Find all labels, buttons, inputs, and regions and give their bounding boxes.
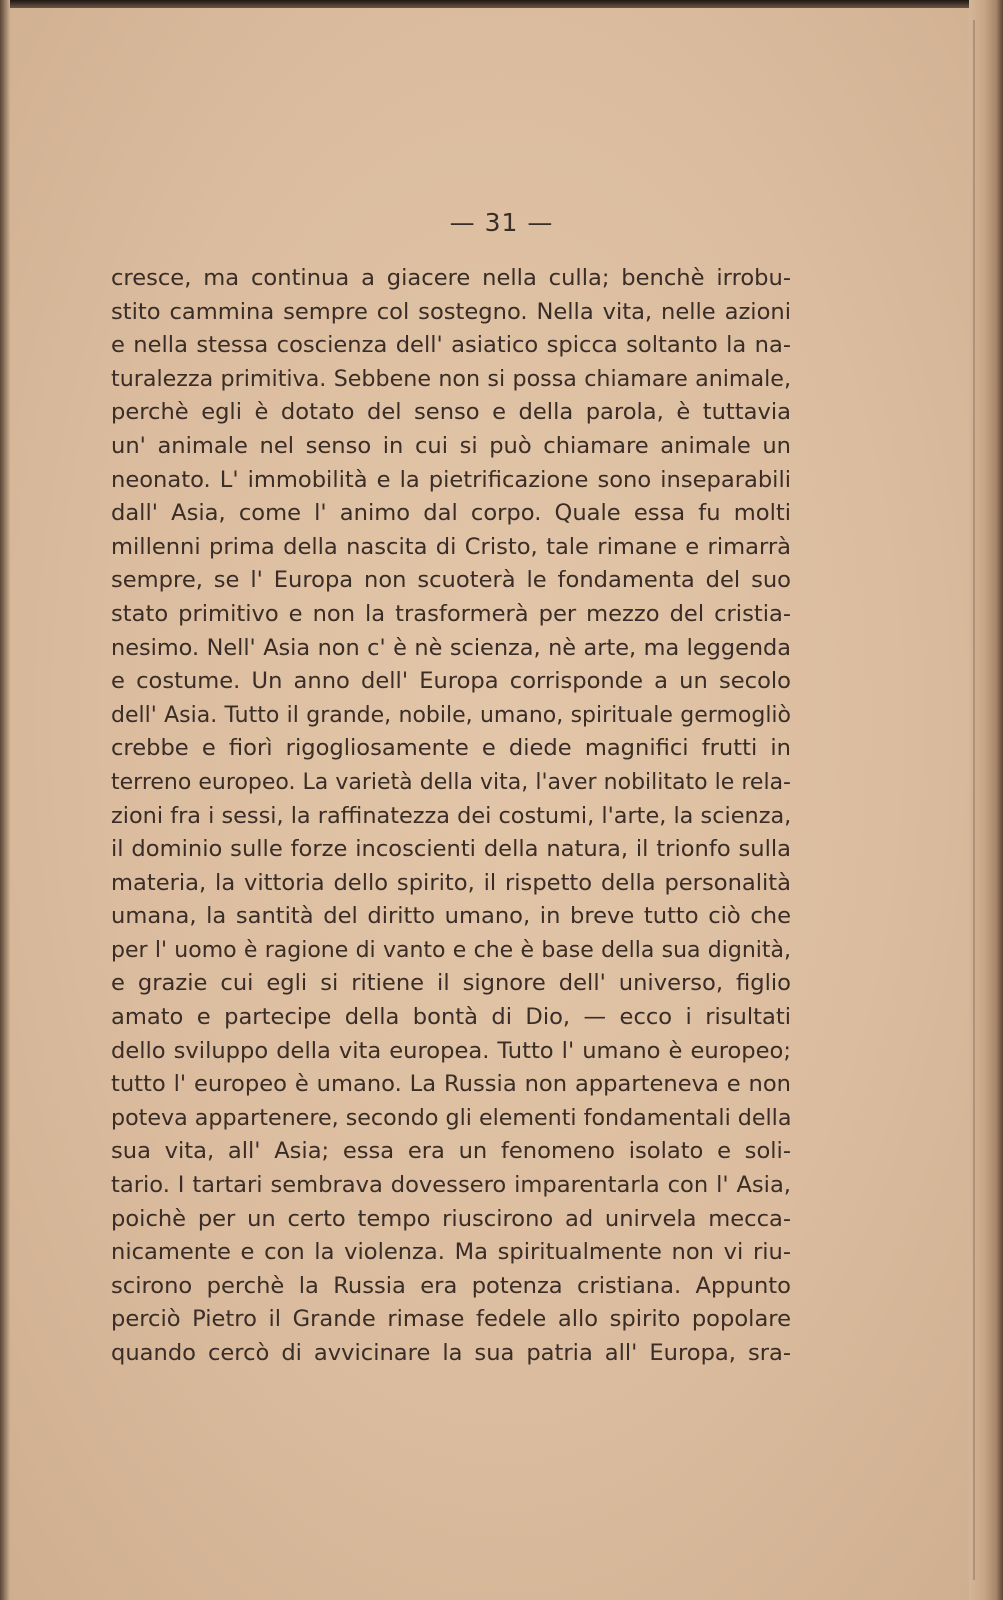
text-line: sempre, se l' Europa non scuoterà le fondamenta del suo [111, 567, 791, 594]
text-line: umana, la santità del diritto umano, in breve tutto ciò che [111, 903, 791, 930]
text-line: perciò Pietro il Grande rimase fedele allo spirito popolare [111, 1306, 791, 1333]
page-left-edge [0, 0, 10, 1600]
text-line: perchè egli è dotato del senso e della parola, è tuttavia [111, 399, 791, 426]
text-line: scirono perchè la Russia era potenza cristiana. Appunto [111, 1272, 791, 1299]
text-line: e nella stessa coscienza dell' asiatico spicca soltanto la na- [111, 332, 791, 359]
text-line: dello sviluppo della vita europea. Tutto l' umano è europeo; [111, 1037, 791, 1064]
text-line: tario. I tartari sembrava dovessero imparentarla con l' Asia, [111, 1172, 791, 1199]
text-line: stito cammina sempre col sostegno. Nella vita, nelle azioni [111, 298, 791, 325]
text-line: nicamente e con la violenza. Ma spiritualmente non vi riu- [111, 1239, 791, 1266]
text-line: il dominio sulle forze incoscienti della natura, il trionfo sulla [111, 836, 791, 863]
text-line: poteva appartenere, secondo gli elementi fondamentali della [111, 1104, 792, 1131]
text-line: nesimo. Nell' Asia non c' è nè scienza, nè arte, ma leggenda [111, 634, 791, 661]
text-line: zioni fra i sessi, la raffinatezza dei costumi, l'arte, la scienza, [111, 802, 792, 829]
text-line: e grazie cui egli si ritiene il signore dell' universo, figlio [111, 970, 791, 997]
text-line: poichè per un certo tempo riuscirono ad unirvela mecca- [111, 1205, 791, 1232]
page-top-edge [0, 0, 1003, 8]
text-line: sua vita, all' Asia; essa era un fenomeno isolato e soli- [111, 1138, 791, 1165]
text-line: e costume. Un anno dell' Europa corrisponde a un secolo [111, 668, 791, 695]
text-line: dell' Asia. Tutto il grande, nobile, umano, spirituale germogliò [111, 702, 791, 728]
text-line: dall' Asia, come l' animo dal corpo. Quale essa fu molti [111, 500, 791, 527]
text-line: tutto l' europeo è umano. La Russia non apparteneva e non [111, 1071, 791, 1098]
text-line: crebbe e fiorì rigogliosamente e diede magnifici frutti in [111, 735, 791, 762]
text-line: turalezza primitiva. Sebbene non si possa chiamare animale, [111, 365, 791, 392]
text-line: neonato. L' immobilità e la pietrificazione sono inseparabili [111, 466, 791, 493]
text-line: terreno europeo. La varietà della vita, l'aver nobilitato le rela- [111, 769, 791, 795]
text-line: amato e partecipe della bontà di Dio, — ecco i risultati [111, 1004, 791, 1031]
page-number: — 31 — [449, 208, 554, 237]
page-fold-line [973, 20, 975, 1580]
text-line: materia, la vittoria dello spirito, il rispetto della personalità [111, 869, 791, 896]
text-line: per l' uomo è ragione di vanto e che è base della sua dignità, [111, 937, 791, 963]
body-text [111, 262, 791, 1371]
text-line: cresce, ma continua a giacere nella culla; benchè irrobu- [111, 265, 791, 291]
text-line: un' animale nel senso in cui si può chiamare animale un [111, 432, 791, 459]
text-line: millenni prima della nascita di Cristo, tale rimane e rimarrà [111, 533, 791, 560]
text-line: stato primitivo e non la trasformerà per mezzo del cristia- [111, 600, 791, 627]
text-line: quando cercò di avvicinare la sua patria all' Europa, sra- [111, 1340, 791, 1366]
